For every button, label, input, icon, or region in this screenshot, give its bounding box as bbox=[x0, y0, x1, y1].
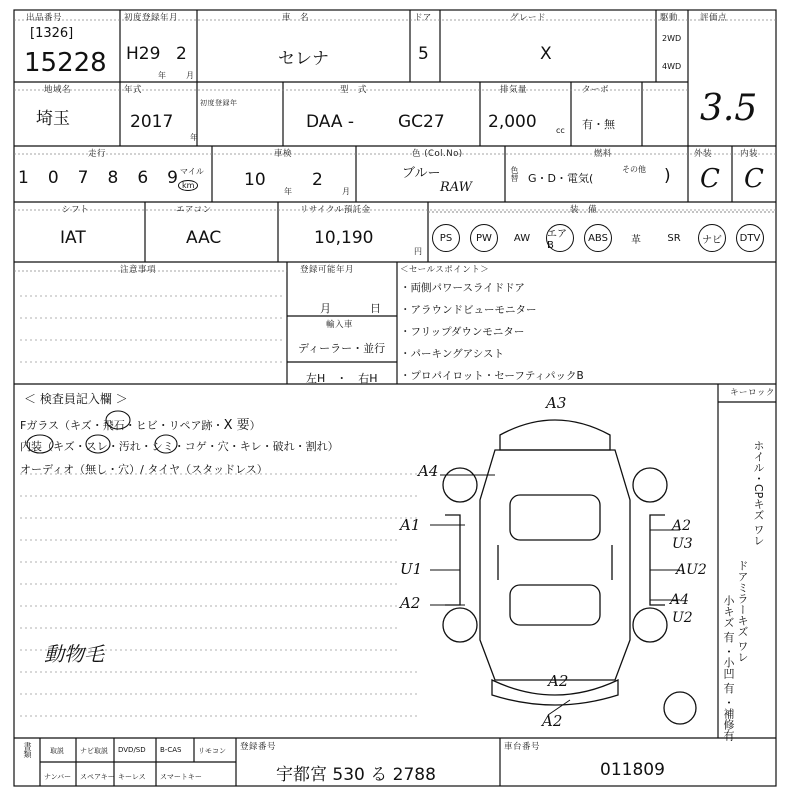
lot-number: 15228 bbox=[24, 48, 107, 78]
header-car-name: 車 名 bbox=[282, 13, 310, 23]
sales-point: ・プロパイロット・セーフティパックB bbox=[400, 370, 584, 382]
model-code: GC27 bbox=[398, 112, 445, 132]
mark-u2: U2 bbox=[672, 610, 693, 626]
aircon-value: AAC bbox=[186, 228, 222, 248]
equipment-item: 革 bbox=[631, 234, 641, 246]
header-chassis-no: 車台番号 bbox=[504, 742, 541, 752]
glass-close: ） bbox=[249, 419, 261, 432]
equipment-item: ナビ bbox=[698, 224, 726, 252]
model-year-suffix: 年 bbox=[190, 133, 198, 142]
doc-item: スマートキー bbox=[160, 773, 202, 781]
fuel-close: ) bbox=[664, 166, 671, 186]
mileage-digit: 0 bbox=[47, 168, 59, 188]
header-drive: 駆動 bbox=[660, 13, 679, 23]
mark-u3: U3 bbox=[672, 536, 693, 552]
mileage-digits bbox=[18, 168, 178, 188]
header-region: 地域名 bbox=[44, 85, 72, 95]
header-equipment: 装 備 bbox=[570, 205, 598, 215]
interior-grade: C bbox=[744, 164, 764, 194]
mile-unit: マイル bbox=[180, 167, 204, 176]
reg-no-value: 宇都宮 530 る 2788 bbox=[276, 765, 436, 785]
equipment-item: AW bbox=[513, 232, 531, 244]
reg-month: 月 bbox=[320, 302, 331, 315]
interior-line: 内装（キズ・スレ・汚れ・シミ・コゲ・穴・キレ・破れ・割れ） bbox=[20, 440, 339, 453]
vertical-mirror: ドアミラーキズ ワレ bbox=[736, 560, 749, 663]
header-first-reg: 初度登録年月 bbox=[124, 13, 179, 23]
header-notes: 注意事項 bbox=[120, 265, 157, 275]
doc-item: スペアキー bbox=[80, 773, 115, 781]
equipment-item: PW bbox=[470, 224, 498, 252]
color-swap: 色替 bbox=[510, 166, 519, 182]
fuel-other: その他 bbox=[622, 165, 646, 174]
mileage-digit: 6 bbox=[137, 168, 149, 188]
mark-au2: AU2 bbox=[676, 562, 707, 578]
grade-value: X bbox=[540, 44, 552, 64]
header-score: 評価点 bbox=[700, 13, 728, 23]
glass-line bbox=[20, 414, 261, 433]
lot-code: [1326] bbox=[30, 26, 74, 41]
sales-point: ・パーキングアシスト bbox=[400, 348, 504, 360]
glass-text: Fガラス（キズ・飛石・ヒビ・リペア跡・ bbox=[20, 419, 224, 432]
color-name: ブルー bbox=[402, 166, 441, 181]
year-suffix: 年 bbox=[158, 71, 166, 80]
equipment-item: ABS bbox=[584, 224, 612, 252]
header-exterior: 外装 bbox=[694, 149, 713, 159]
yen-unit: 円 bbox=[414, 247, 422, 256]
header-doors: ドア bbox=[414, 13, 432, 23]
header-import: 輸入車 bbox=[326, 320, 354, 330]
inspector-title: ＜ 検査員記入欄 ＞ bbox=[24, 392, 128, 406]
mark-a3: A3 bbox=[546, 394, 567, 412]
shaken-year-suffix: 年 bbox=[284, 187, 292, 196]
header-reg-no: 登録番号 bbox=[240, 742, 277, 752]
mark-a2-right: A2 bbox=[672, 518, 692, 534]
dealer-options: ディーラー・並行 bbox=[298, 342, 386, 355]
color-code: RAW bbox=[440, 180, 473, 195]
sales-point: ・アラウンドビューモニター bbox=[400, 304, 537, 316]
header-model: 型 式 bbox=[340, 85, 368, 95]
mark-a4-right: A4 bbox=[670, 592, 690, 608]
turbo-options: 有・無 bbox=[582, 118, 615, 131]
region-value: 埼玉 bbox=[36, 109, 70, 129]
header-sales: ＜セールスポイント＞ bbox=[400, 265, 490, 275]
mark-a1: A1 bbox=[400, 516, 421, 534]
header-shaken: 車検 bbox=[274, 149, 293, 159]
mark-a2-left: A2 bbox=[400, 594, 421, 612]
header-fuel: 燃料 bbox=[594, 149, 613, 159]
month-suffix: 月 bbox=[186, 71, 194, 80]
header-aircon: エアコン bbox=[176, 205, 212, 215]
header-reg-ok: 登録可能年月 bbox=[300, 265, 355, 275]
mark-a2-bottom: A2 bbox=[542, 712, 563, 730]
drive-4wd: 4WD bbox=[662, 62, 682, 71]
header-recycle: リサイクル預託金 bbox=[300, 205, 371, 215]
car-name-value: セレナ bbox=[278, 49, 329, 69]
header-displacement: 排気量 bbox=[500, 85, 528, 95]
mileage-digit: 7 bbox=[77, 168, 89, 188]
doc-item: キーレス bbox=[118, 773, 146, 781]
mileage-digit: 9 bbox=[167, 168, 178, 188]
mileage-digit: 8 bbox=[107, 168, 119, 188]
header-turbo: ターボ bbox=[582, 85, 610, 95]
audio-line: オーディオ（無し・穴）/ タイヤ（スタッドレス） bbox=[20, 463, 268, 476]
doc-item: ナビ取説 bbox=[80, 747, 108, 755]
first-reg-month: 2 bbox=[176, 44, 187, 64]
doc-item: ナンバー bbox=[44, 773, 72, 781]
header-interior: 内装 bbox=[740, 149, 759, 159]
recycle-value: 10,190 bbox=[314, 228, 374, 248]
header-color: 色 (Col.No) bbox=[412, 149, 463, 159]
header-lot-no: 出品番号 bbox=[26, 13, 63, 23]
inspector-note: 動物毛 bbox=[44, 642, 104, 666]
doc-item: B-CAS bbox=[160, 746, 182, 754]
model-prefix: DAA - bbox=[306, 112, 355, 132]
header-mileage: 走行 bbox=[88, 149, 107, 159]
km-unit: km bbox=[178, 180, 198, 191]
exterior-grade: C bbox=[700, 164, 720, 194]
displacement-value: 2,000 bbox=[488, 112, 537, 132]
reg-day: 日 bbox=[370, 302, 381, 315]
cc-unit: cc bbox=[556, 126, 565, 135]
vertical-minor: 小キズ 有 ・小凹 有 ・補修有 bbox=[722, 595, 735, 741]
doors-value: 5 bbox=[418, 44, 429, 64]
vertical-wheel: ホイル・CPキズ ワレ bbox=[752, 440, 765, 546]
sales-point: ・フリップダウンモニター bbox=[400, 326, 525, 338]
equipment-list bbox=[430, 224, 774, 254]
equipment-item: エアB bbox=[546, 224, 574, 252]
doc-item: 取説 bbox=[50, 747, 64, 755]
score-value: 3.5 bbox=[700, 88, 758, 129]
header-keylock: キーロック bbox=[730, 388, 775, 398]
first-reg-era: H29 bbox=[126, 44, 161, 64]
mileage-digit: 1 bbox=[18, 168, 29, 188]
mark-u1: U1 bbox=[400, 560, 423, 578]
header-model-year-sub: 初度登録年 bbox=[200, 99, 238, 107]
model-year-value: 2017 bbox=[130, 112, 174, 132]
shift-value: IAT bbox=[60, 228, 86, 248]
glass-mark: X 要 bbox=[223, 418, 250, 433]
equipment-item: PS bbox=[432, 224, 460, 252]
shaken-month-suffix: 月 bbox=[342, 187, 350, 196]
doc-item: DVD/SD bbox=[118, 746, 146, 754]
mark-a2-rear: A2 bbox=[548, 672, 569, 690]
documents-label: 書類 bbox=[23, 742, 32, 758]
handle-options: 左H ・ 右H bbox=[306, 372, 378, 385]
header-shift: シフト bbox=[62, 205, 90, 215]
fuel-options: G・D・電気( bbox=[528, 172, 594, 185]
drive-2wd: 2WD bbox=[662, 34, 682, 43]
shaken-year: 10 bbox=[244, 170, 266, 190]
sales-point: ・両側パワースライドドア bbox=[400, 282, 525, 294]
chassis-no-value: 011809 bbox=[600, 760, 665, 780]
equipment-item: SR bbox=[667, 232, 681, 244]
doc-item: リモコン bbox=[198, 747, 226, 755]
shaken-month: 2 bbox=[312, 170, 323, 190]
header-model-year: 年式 bbox=[124, 85, 143, 95]
header-grade: グレード bbox=[510, 13, 547, 23]
equipment-item: DTV bbox=[736, 224, 764, 252]
mark-a4-left: A4 bbox=[418, 462, 439, 480]
